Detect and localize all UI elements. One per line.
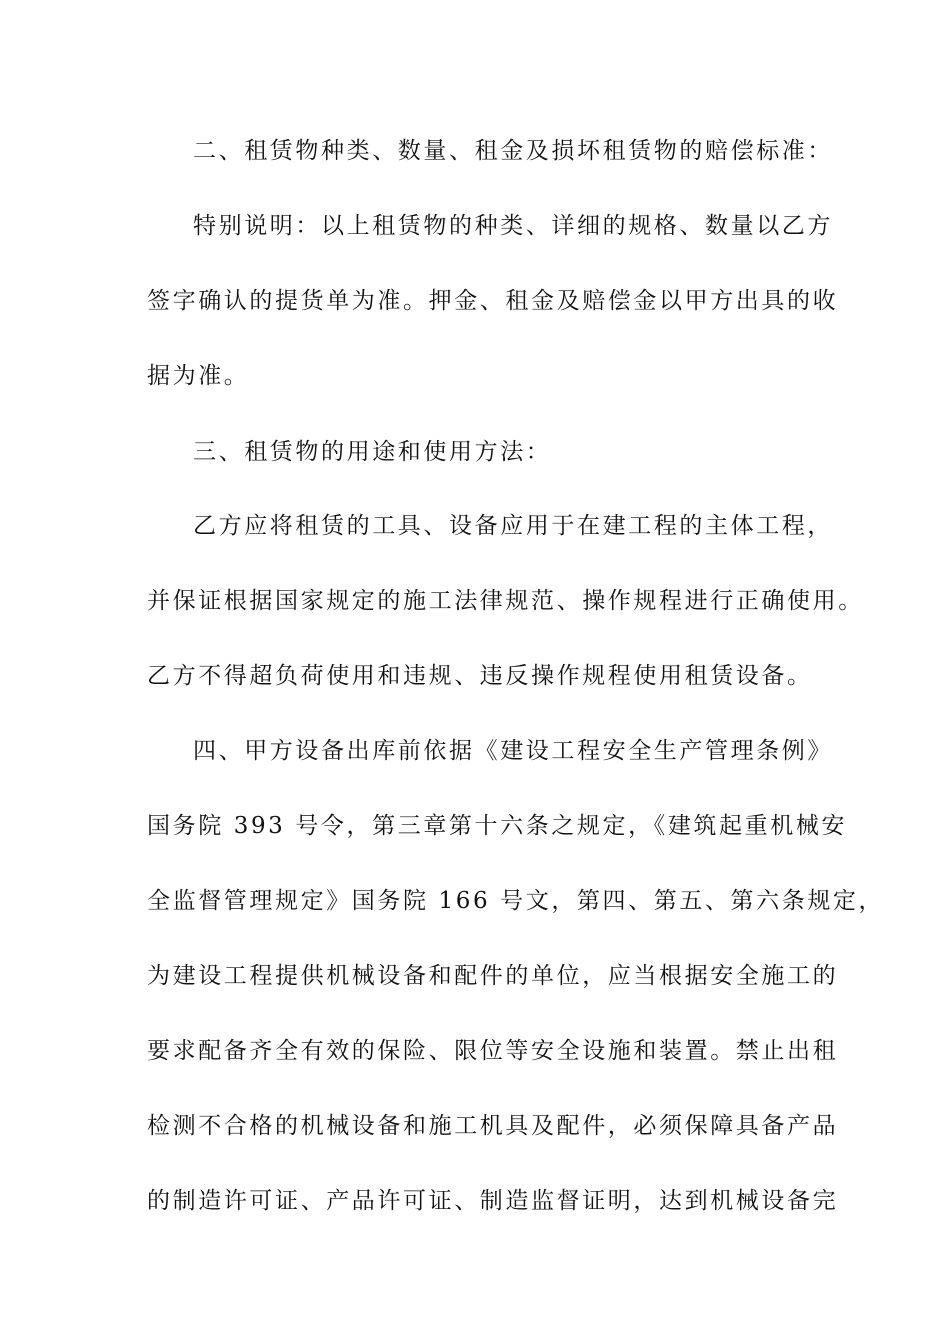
paragraph-line: 的制造许可证、产品许可证、制造监督证明，达到机械设备完 (147, 1188, 839, 1214)
paragraph-line: 乙方不得超负荷使用和违规、违反操作规程使用租赁设备。 (147, 663, 813, 689)
paragraph-line: 为建设工程提供机械设备和配件的单位，应当根据安全施工的 (147, 963, 839, 989)
paragraph-line: 特别说明：以上租赁物的种类、详细的规格、数量以乙方 (193, 213, 833, 239)
paragraph-line: 国务院 393 号令，第三章第十六条之规定，《建筑起重机械安 (147, 813, 848, 839)
section-heading-2: 二、租赁物种类、数量、租金及损坏租赁物的赔偿标准： (193, 138, 833, 164)
section-heading-3: 三、租赁物的用途和使用方法： (193, 439, 552, 465)
section-heading-4: 四、甲方设备出库前依据《建设工程安全生产管理条例》 (193, 738, 833, 764)
paragraph-line: 要求配备齐全有效的保险、限位等安全设施和装置。禁止出租 (147, 1038, 839, 1064)
paragraph-line: 乙方应将租赁的工具、设备应用于在建工程的主体工程， (193, 513, 833, 539)
paragraph-line: 据为准。 (147, 363, 250, 389)
paragraph-line: 全监督管理规定》国务院 166 号文，第四、第五、第六条规定， (147, 888, 885, 914)
paragraph-line: 签字确认的提货单为准。押金、租金及赔偿金以甲方出具的收 (147, 288, 839, 314)
paragraph-line: 并保证根据国家规定的施工法律规范、操作规程进行正确使用。 (147, 588, 864, 614)
paragraph-line: 检测不合格的机械设备和施工机具及配件，必须保障具备产品 (147, 1113, 839, 1139)
